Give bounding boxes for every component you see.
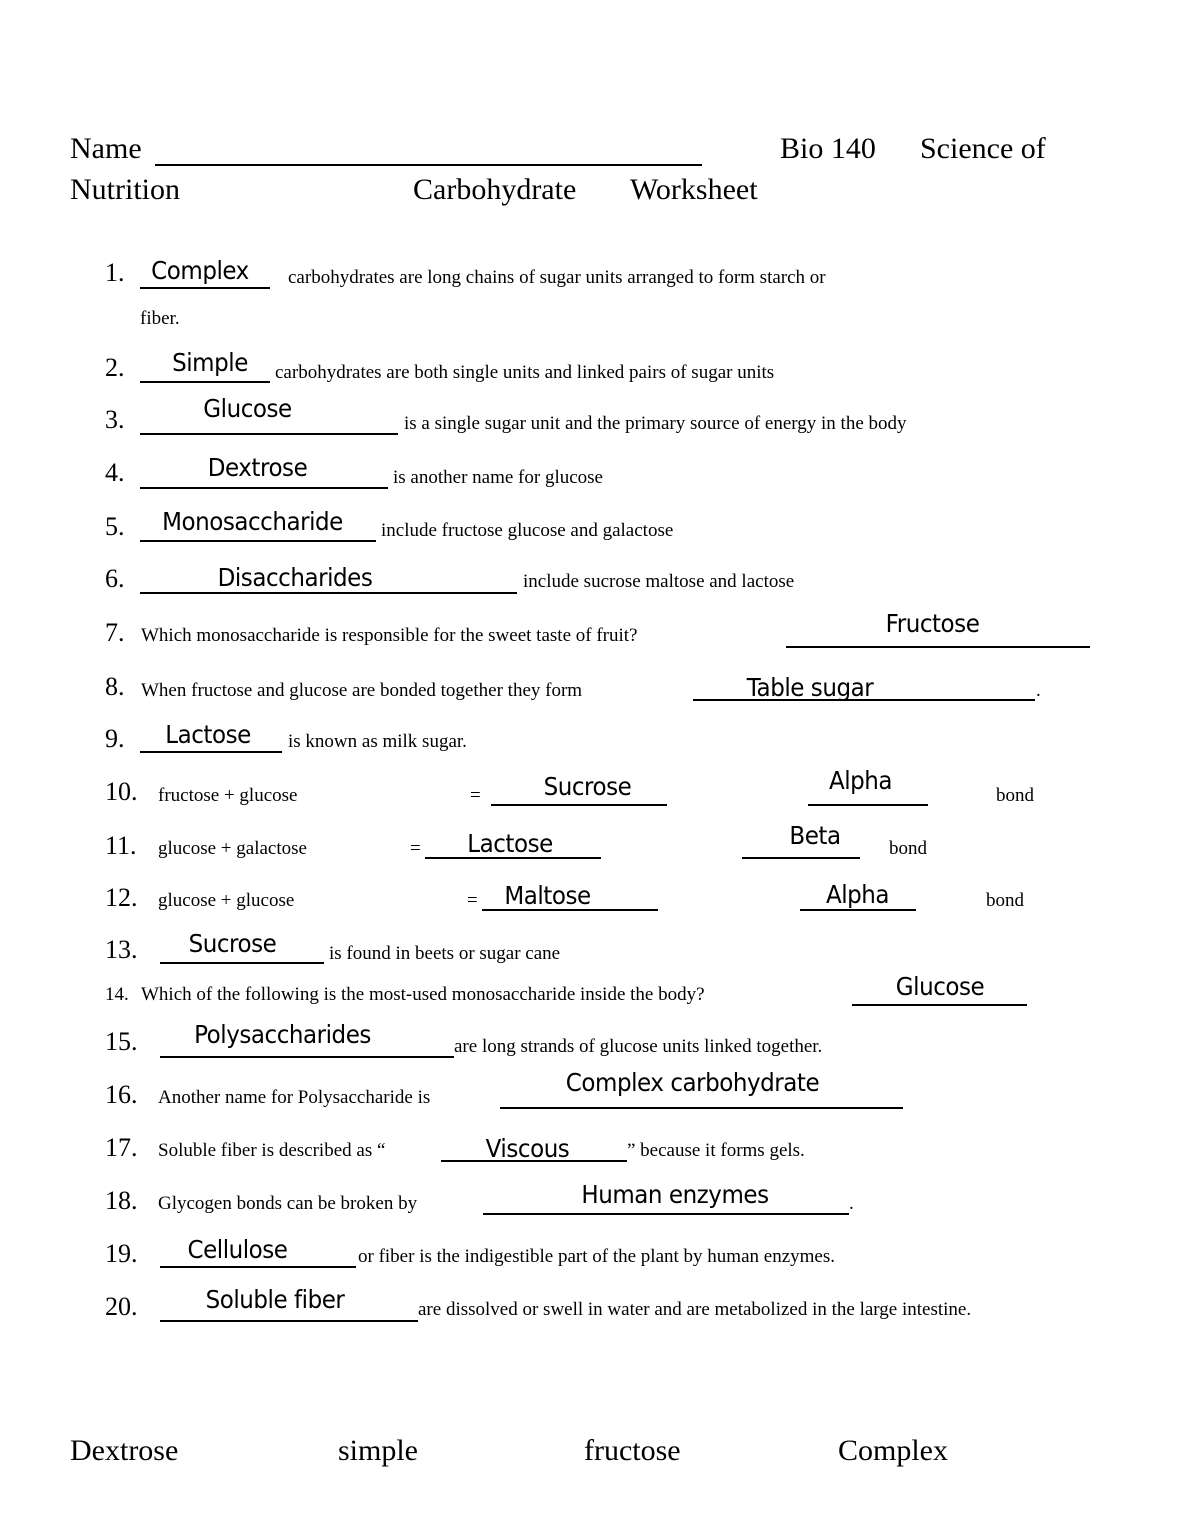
course-number: Bio 140	[780, 132, 876, 165]
question-number: 2.	[105, 353, 125, 382]
question-number: 10.	[105, 777, 138, 806]
question-text: is another name for glucose	[393, 467, 603, 488]
handwritten-bond-answer: Alpha	[828, 766, 893, 795]
bond-blank[interactable]	[742, 857, 860, 859]
answer-blank[interactable]	[140, 487, 388, 489]
handwritten-answer: Lactose	[467, 829, 553, 858]
answer-blank[interactable]	[160, 1266, 356, 1268]
question-number: 16.	[105, 1080, 138, 1109]
handwritten-answer: Fructose	[885, 609, 980, 638]
worksheet-label: Worksheet	[630, 173, 758, 206]
answer-blank[interactable]	[140, 381, 270, 383]
word-bank-item: Dextrose	[70, 1434, 179, 1467]
handwritten-answer: Glucose	[203, 394, 292, 423]
bond-label: bond	[996, 785, 1034, 806]
question-suffix: .	[849, 1193, 854, 1214]
question-number: 4.	[105, 458, 125, 487]
handwritten-answer: Complex	[151, 256, 249, 285]
question-text: include fructose glucose and galactose	[381, 520, 674, 541]
handwritten-answer: Simple	[172, 348, 248, 377]
answer-blank[interactable]	[500, 1107, 903, 1109]
bond-blank[interactable]	[808, 804, 928, 806]
course-title-cont: Nutrition	[70, 173, 180, 206]
question-text: Which of the following is the most-used monosaccharide inside the body?	[141, 984, 705, 1005]
course-title: Science of	[920, 132, 1046, 165]
question-text: carbohydrates are both single units and linked pairs of sugar units	[275, 362, 775, 383]
question-text: Another name for Polysaccharide is	[158, 1087, 431, 1108]
answer-blank[interactable]	[160, 1056, 454, 1058]
question-number: 14.	[105, 984, 129, 1005]
question-text: are long strands of glucose units linked together.	[454, 1036, 823, 1057]
answer-blank[interactable]	[140, 433, 398, 435]
question-number: 8.	[105, 672, 125, 701]
worksheet-title: Carbohydrate	[413, 173, 577, 206]
handwritten-answer: Maltose	[504, 881, 591, 910]
question-number: 13.	[105, 935, 138, 964]
answer-blank[interactable]	[483, 1213, 849, 1215]
question-number: 19.	[105, 1239, 138, 1268]
equals-sign: =	[467, 890, 478, 911]
question-text: Soluble fiber is described as “	[158, 1140, 386, 1161]
bond-blank[interactable]	[800, 909, 916, 911]
handwritten-answer: Monosaccharide	[162, 507, 343, 536]
handwritten-answer: Sucrose	[543, 772, 632, 801]
answer-blank[interactable]	[160, 1320, 418, 1322]
question-text: are dissolved or swell in water and are metabolized in the large intestine.	[418, 1299, 972, 1320]
question-number: 12.	[105, 883, 138, 912]
question-text: include sucrose maltose and lactose	[523, 571, 795, 592]
question-number: 3.	[105, 405, 125, 434]
question-text: is a single sugar unit and the primary source of energy in the body	[404, 413, 907, 434]
question-text: fructose + glucose	[158, 785, 298, 806]
handwritten-answer: Table sugar	[746, 673, 874, 702]
handwritten-answer: Disaccharides	[217, 563, 373, 592]
question-text: glucose + glucose	[158, 890, 295, 911]
answer-blank[interactable]	[140, 287, 270, 289]
question-text: is known as milk sugar.	[288, 731, 467, 752]
word-bank-item: simple	[338, 1434, 418, 1467]
answer-blank[interactable]	[852, 1004, 1027, 1006]
question-text: is found in beets or sugar cane	[329, 943, 561, 964]
handwritten-answer: Human enzymes	[581, 1180, 769, 1209]
question-text: or fiber is the indigestible part of the plant by human enzymes.	[358, 1246, 835, 1267]
question-number: 1.	[105, 258, 125, 287]
handwritten-answer: Sucrose	[188, 929, 277, 958]
answer-blank[interactable]	[160, 962, 324, 964]
equals-sign: =	[410, 838, 421, 859]
name-field[interactable]	[155, 164, 702, 166]
question-number: 9.	[105, 724, 125, 753]
handwritten-answer: Lactose	[165, 720, 251, 749]
question-text: Glycogen bonds can be broken by	[158, 1193, 418, 1214]
handwritten-answer: Glucose	[895, 972, 985, 1001]
answer-blank[interactable]	[140, 751, 282, 753]
name-label: Name	[70, 132, 142, 165]
handwritten-answer: Viscous	[485, 1134, 570, 1163]
handwritten-answer: Soluble fiber	[205, 1285, 345, 1314]
question-text: When fructose and glucose are bonded together they form	[141, 680, 583, 701]
handwritten-bond-answer: Beta	[789, 821, 841, 850]
question-number: 6.	[105, 564, 125, 593]
question-number: 7.	[105, 618, 125, 647]
question-text: carbohydrates are long chains of sugar units arranged to form starch or	[288, 267, 826, 288]
question-number: 18.	[105, 1186, 138, 1215]
answer-blank[interactable]	[786, 646, 1090, 648]
question-suffix: .	[1036, 680, 1041, 701]
question-text: glucose + galactose	[158, 838, 307, 859]
question-text-after: ” because it forms gels.	[627, 1140, 805, 1161]
question-text-cont: fiber.	[140, 308, 180, 329]
equals-sign: =	[470, 785, 481, 806]
answer-blank[interactable]	[491, 804, 667, 806]
handwritten-answer: Dextrose	[207, 453, 308, 482]
question-text: Which monosaccharide is responsible for the sweet taste of fruit?	[141, 625, 638, 646]
question-number: 5.	[105, 512, 125, 541]
word-bank-item: Complex	[838, 1434, 948, 1467]
question-number: 20.	[105, 1292, 138, 1321]
question-number: 17.	[105, 1133, 138, 1162]
question-number: 15.	[105, 1027, 138, 1056]
answer-blank[interactable]	[140, 540, 376, 542]
bond-label: bond	[889, 838, 927, 859]
handwritten-answer: Cellulose	[187, 1235, 288, 1264]
handwritten-bond-answer: Alpha	[825, 880, 890, 909]
word-bank-item: fructose	[584, 1434, 681, 1467]
handwritten-answer: Polysaccharides	[194, 1020, 371, 1049]
question-number: 11.	[105, 831, 137, 860]
handwritten-answer: Complex carbohydrate	[565, 1068, 820, 1097]
answer-blank[interactable]	[140, 592, 517, 594]
bond-label: bond	[986, 890, 1024, 911]
